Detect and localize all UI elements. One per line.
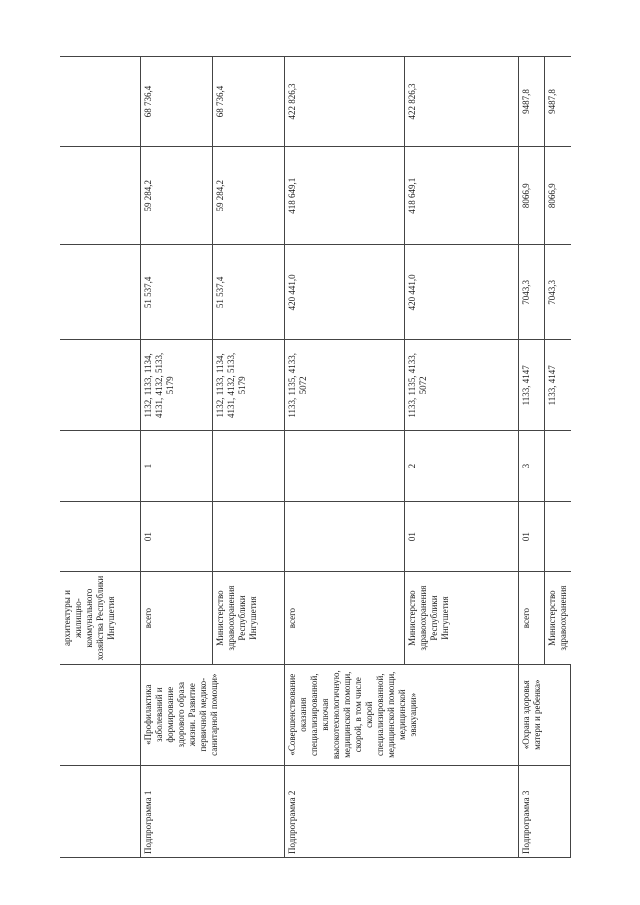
grbs-cell: 01 bbox=[518, 501, 544, 571]
value-cell: 68 736,4 bbox=[212, 57, 284, 147]
subprogram-name: «Совершенствование оказания специализированной, включая высокотехнологичную, медицинской помощи, скорой, в том числе скорой специализированной, медицинской помощи, медицинской эвакуации» bbox=[284, 664, 518, 765]
value-cell: 51 537,4 bbox=[140, 245, 212, 340]
grbs-cell bbox=[284, 501, 404, 571]
kosgu-cell: 1133, 1135, 4133, 5072 bbox=[284, 340, 404, 431]
value-cell: 422 826,3 bbox=[284, 57, 404, 147]
responsible-cell: Министерство здравоохранения Республики Ингушетия bbox=[404, 572, 518, 664]
kosgu-cell: 1133, 4147 bbox=[544, 340, 571, 431]
responsible-cell: архитектуры и жилищно-коммунального хозяйства Республики Ингушетия bbox=[60, 572, 140, 664]
table-row bbox=[518, 57, 544, 858]
responsible-cell: всего bbox=[140, 572, 212, 664]
responsible-cell: всего bbox=[518, 572, 544, 664]
grbs-cell bbox=[544, 501, 571, 571]
kosgu-cell: 1133, 4147 bbox=[518, 340, 544, 431]
value-cell: 420 441,0 bbox=[284, 245, 404, 340]
value-cell: 7043,3 bbox=[518, 245, 544, 340]
grbs-cell bbox=[212, 501, 284, 571]
value-cell: 8066,9 bbox=[544, 147, 571, 245]
value-cell: 7043,3 bbox=[544, 245, 571, 340]
responsible-cell: Министерство здравоохранения Республики Ингушетия bbox=[212, 572, 284, 664]
value-cell: 418 649,1 bbox=[404, 147, 518, 245]
table-row bbox=[60, 57, 140, 858]
subprogram-name: «Охрана здоровья матери и ребенка» bbox=[518, 664, 571, 765]
table-row bbox=[140, 57, 212, 858]
subprogram-label: Подпрограмма 1 bbox=[140, 765, 284, 857]
value-cell: 418 649,1 bbox=[284, 147, 404, 245]
code-cell: 2 bbox=[404, 431, 518, 501]
kosgu-cell: 1133, 1135, 4133, 5072 bbox=[404, 340, 518, 431]
subprogram-label: Подпрограмма 3 bbox=[518, 765, 571, 857]
budget-table bbox=[60, 56, 571, 858]
responsible-cell: Министерство здравоохранения bbox=[544, 572, 571, 664]
value-cell: 68 736,4 bbox=[140, 57, 212, 147]
value-cell: 59 284,2 bbox=[212, 147, 284, 245]
value-cell: 51 537,4 bbox=[212, 245, 284, 340]
kosgu-cell: 1132, 1133, 1134, 4131, 4132, 5133, 5179 bbox=[212, 340, 284, 431]
rotated-table-wrapper bbox=[60, 56, 572, 858]
table-row bbox=[284, 57, 404, 858]
code-cell bbox=[284, 431, 404, 501]
value-cell: 9487,8 bbox=[544, 57, 571, 147]
value-cell: 8066,9 bbox=[518, 147, 544, 245]
responsible-cell: всего bbox=[284, 572, 404, 664]
value-cell: 9487,8 bbox=[518, 57, 544, 147]
grbs-cell: 01 bbox=[140, 501, 212, 571]
table-frame bbox=[60, 56, 572, 858]
subprogram-label: Подпрограмма 2 bbox=[284, 765, 518, 857]
grbs-cell: 01 bbox=[404, 501, 518, 571]
subprogram-name: «Профилактика заболеваний и формирование здорового образа жизни. Развитие первичной медико-санитарной помощи» bbox=[140, 664, 284, 765]
kosgu-cell: 1132, 1133, 1134, 4131, 4132, 5133, 5179 bbox=[140, 340, 212, 431]
code-cell bbox=[212, 431, 284, 501]
code-cell bbox=[544, 431, 571, 501]
code-cell: 1 bbox=[140, 431, 212, 501]
value-cell: 420 441,0 bbox=[404, 245, 518, 340]
code-cell: 3 bbox=[518, 431, 544, 501]
value-cell: 422 826,3 bbox=[404, 57, 518, 147]
value-cell: 59 284,2 bbox=[140, 147, 212, 245]
